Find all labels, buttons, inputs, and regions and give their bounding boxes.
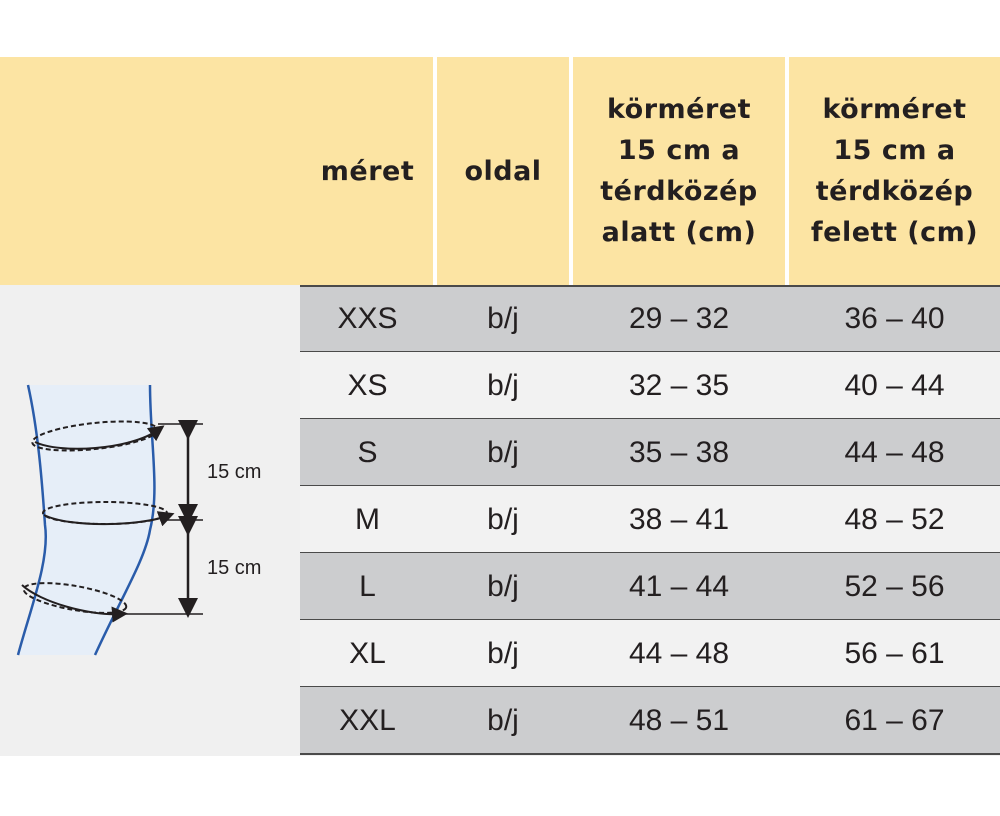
cell-below: 48 – 51	[628, 703, 730, 737]
cell-above: 40 – 44	[844, 368, 945, 402]
row-divider	[300, 753, 1000, 755]
cell-below: 29 – 32	[628, 301, 730, 335]
table-row	[300, 687, 1000, 754]
lower-distance-label: 15 cm	[207, 557, 262, 579]
table-row	[300, 620, 1000, 687]
cell-above: 61 – 67	[844, 703, 945, 737]
cell-below: 41 – 44	[628, 569, 730, 603]
row-divider	[300, 285, 1000, 287]
cell-side: b/j	[487, 368, 519, 402]
cell-size: XL	[349, 636, 386, 670]
cell-side: b/j	[487, 569, 519, 603]
cell-side: b/j	[487, 301, 519, 335]
cell-below: 38 – 41	[628, 502, 730, 536]
header-size: méret	[320, 155, 415, 187]
cell-below: 32 – 35	[628, 368, 730, 402]
cell-size: M	[355, 502, 380, 536]
cell-side: b/j	[487, 703, 519, 737]
header-circumference-above: körméret 15 cm a térdközép felett (cm)	[810, 94, 979, 248]
knee-measurement-diagram	[0, 370, 300, 670]
cell-above: 56 – 61	[844, 636, 945, 670]
table-row	[300, 486, 1000, 553]
cell-size: XS	[347, 368, 388, 402]
table-row	[300, 352, 1000, 419]
table-row	[300, 419, 1000, 486]
cell-above: 48 – 52	[844, 502, 945, 536]
cell-side: b/j	[487, 502, 519, 536]
cell-above: 44 – 48	[844, 435, 945, 469]
cell-side: b/j	[487, 435, 519, 469]
cell-below: 44 – 48	[628, 636, 730, 670]
cell-side: b/j	[487, 636, 519, 670]
cell-size: S	[357, 435, 378, 469]
cell-size: XXS	[337, 301, 398, 335]
table-row	[300, 553, 1000, 620]
header-side: oldal	[464, 155, 542, 187]
cell-above: 52 – 56	[844, 569, 945, 603]
cell-size: L	[359, 569, 376, 603]
header-circumference-below: körméret 15 cm a térdközép alatt (cm)	[600, 94, 758, 248]
cell-above: 36 – 40	[844, 301, 945, 335]
cell-size: XXL	[339, 703, 396, 737]
upper-distance-label: 15 cm	[207, 461, 262, 483]
cell-below: 35 – 38	[628, 435, 730, 469]
table-row	[300, 285, 1000, 352]
